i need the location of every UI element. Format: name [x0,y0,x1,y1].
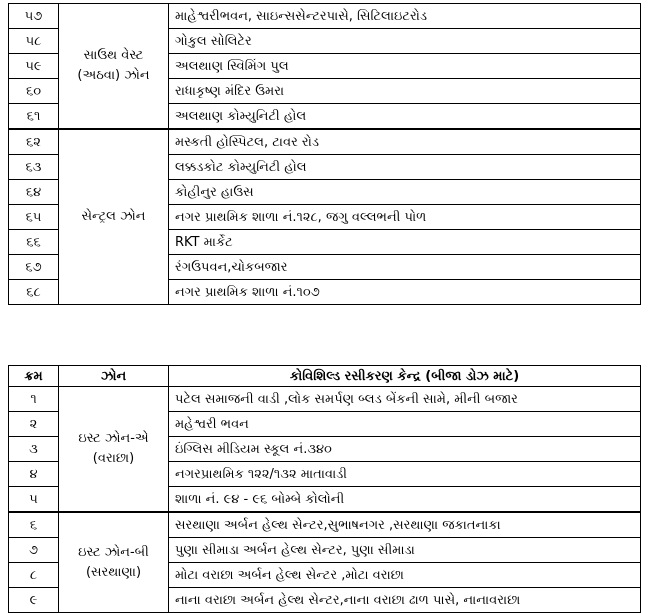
vaccination-center: રાધાકૃષ્ણ મંદિર ઉમરા [169,79,641,104]
zone-name-line: ઇસ્ટ ઝોન-બી [78,544,149,560]
table-row [9,4,641,29]
vaccination-center: શાળા નં. ૯૪ - ૯૬ બોમ્બે કોલોની [169,487,641,513]
vaccination-center: મહેશ્વરી ભવન [169,412,641,437]
serial-number: ૩ [9,437,59,462]
vaccination-center: અલથાણ કોમ્યુનિટી હોલ [169,104,641,130]
vaccination-center: નગરપ્રાથમિક ૧૨૨/૧૩૨ માતાવાડી [169,462,641,487]
vaccination-center: અલથાણ સ્વિમિંગ પુલ [169,54,641,79]
vaccination-center: નગર પ્રાથમિક શાળા નં.૧૨૮, જગુ વલ્લભની પોળ [169,205,641,230]
zone-name-line: (સરથાણા) [85,564,142,580]
zone-name [59,512,169,613]
zone-name-line: સાઉથ વેસ્ટ [83,48,144,63]
header-zone: ઝોન [59,366,169,387]
serial-number: ૬૧ [9,104,59,130]
serial-number: ૮ [9,563,59,588]
serial-number: ૨ [9,412,59,437]
zone-name-line: (વરાછા) [92,451,135,466]
header-serial: ક્રમ [9,366,59,387]
vaccination-center: પુણા સીમાડા અર્બન હેલ્થ સેન્ટર, પુણા સીમાડા [169,538,641,563]
serial-number: ૫૭ [9,4,59,29]
serial-number: ૫૮ [9,29,59,54]
zone-name-line: (અઠવા) ઝોન [77,68,150,83]
serial-number: ૬૮ [9,280,59,305]
serial-number: ૬૫ [9,205,59,230]
serial-number: ૬૩ [9,155,59,180]
serial-number: ૬૭ [9,255,59,280]
zone-name-line: ઇસ્ટ ઝોન-એ [78,431,149,446]
vaccination-center: માહેશ્વરીભવન, સાઇન્સસેન્ટરપાસે, સિટિલાઇટરોડ [169,4,641,29]
table-row [9,512,641,538]
zone-name-line: સેન્ટ્રલ ઝોન [81,209,146,224]
serial-number: ૪ [9,462,59,487]
covishield-second-dose-table [8,365,641,613]
table-row [9,387,641,412]
vaccination-center: મસ્કતી હોસ્પિટલ, ટાવર રોડ [169,129,641,155]
zone-name [59,387,169,513]
vaccination-center: લક્કડકોટ કોમ્યુનિટી હોલ [169,155,641,180]
serial-number: ૬૨ [9,129,59,155]
table-header-row [9,366,641,387]
vaccination-centers-table-continued [8,3,641,305]
serial-number: ૭ [9,538,59,563]
serial-number: ૬૬ [9,230,59,255]
header-center: કોવિશિલ્ડ રસીકરણ કેન્દ્ર (બીજા ડોઝ માટે) [169,366,641,387]
vaccination-center: પટેલ સમાજની વાડી ,લોક સમર્પણ બ્લડ બેંકની સામે, મીની બજાર [169,387,641,412]
vaccination-center: નગર પ્રાથમિક શાળા નં.૧૦૭ [169,280,641,305]
serial-number: ૧ [9,387,59,412]
vaccination-center: મોટા વરાછા અર્બન હેલ્થ સેન્ટર ,મોટા વરાછા [169,563,641,588]
vaccination-center: સરથાણા અર્બન હેલ્થ સેન્ટર,સુભાષનગર ,સરથાણા જકાતનાકા [169,512,641,538]
zone-name [59,129,169,305]
serial-number: ૬ [9,512,59,538]
vaccination-center: ઇંગ્લિસ મીડિયમ સ્કૂલ નં.૩૪૦ [169,437,641,462]
serial-number: ૬૪ [9,180,59,205]
serial-number: ૯ [9,588,59,613]
zone-name [59,4,169,130]
vaccination-center: RKT માર્કેટ [169,230,641,255]
vaccination-center: કોહીનુર હાઉસ [169,180,641,205]
vaccination-center: રંગઉપવન,ચોકબજાર [169,255,641,280]
serial-number: ૫૯ [9,54,59,79]
vaccination-center: ગોકુલ સોલિટેર [169,29,641,54]
serial-number: ૫ [9,487,59,513]
serial-number: ૬૦ [9,79,59,104]
table-row [9,129,641,155]
vaccination-center: નાના વરાછા અર્બન હેલ્થ સેન્ટર,નાના વરાછા ઢાળ પાસે, નાનાવરાછા [169,588,641,613]
